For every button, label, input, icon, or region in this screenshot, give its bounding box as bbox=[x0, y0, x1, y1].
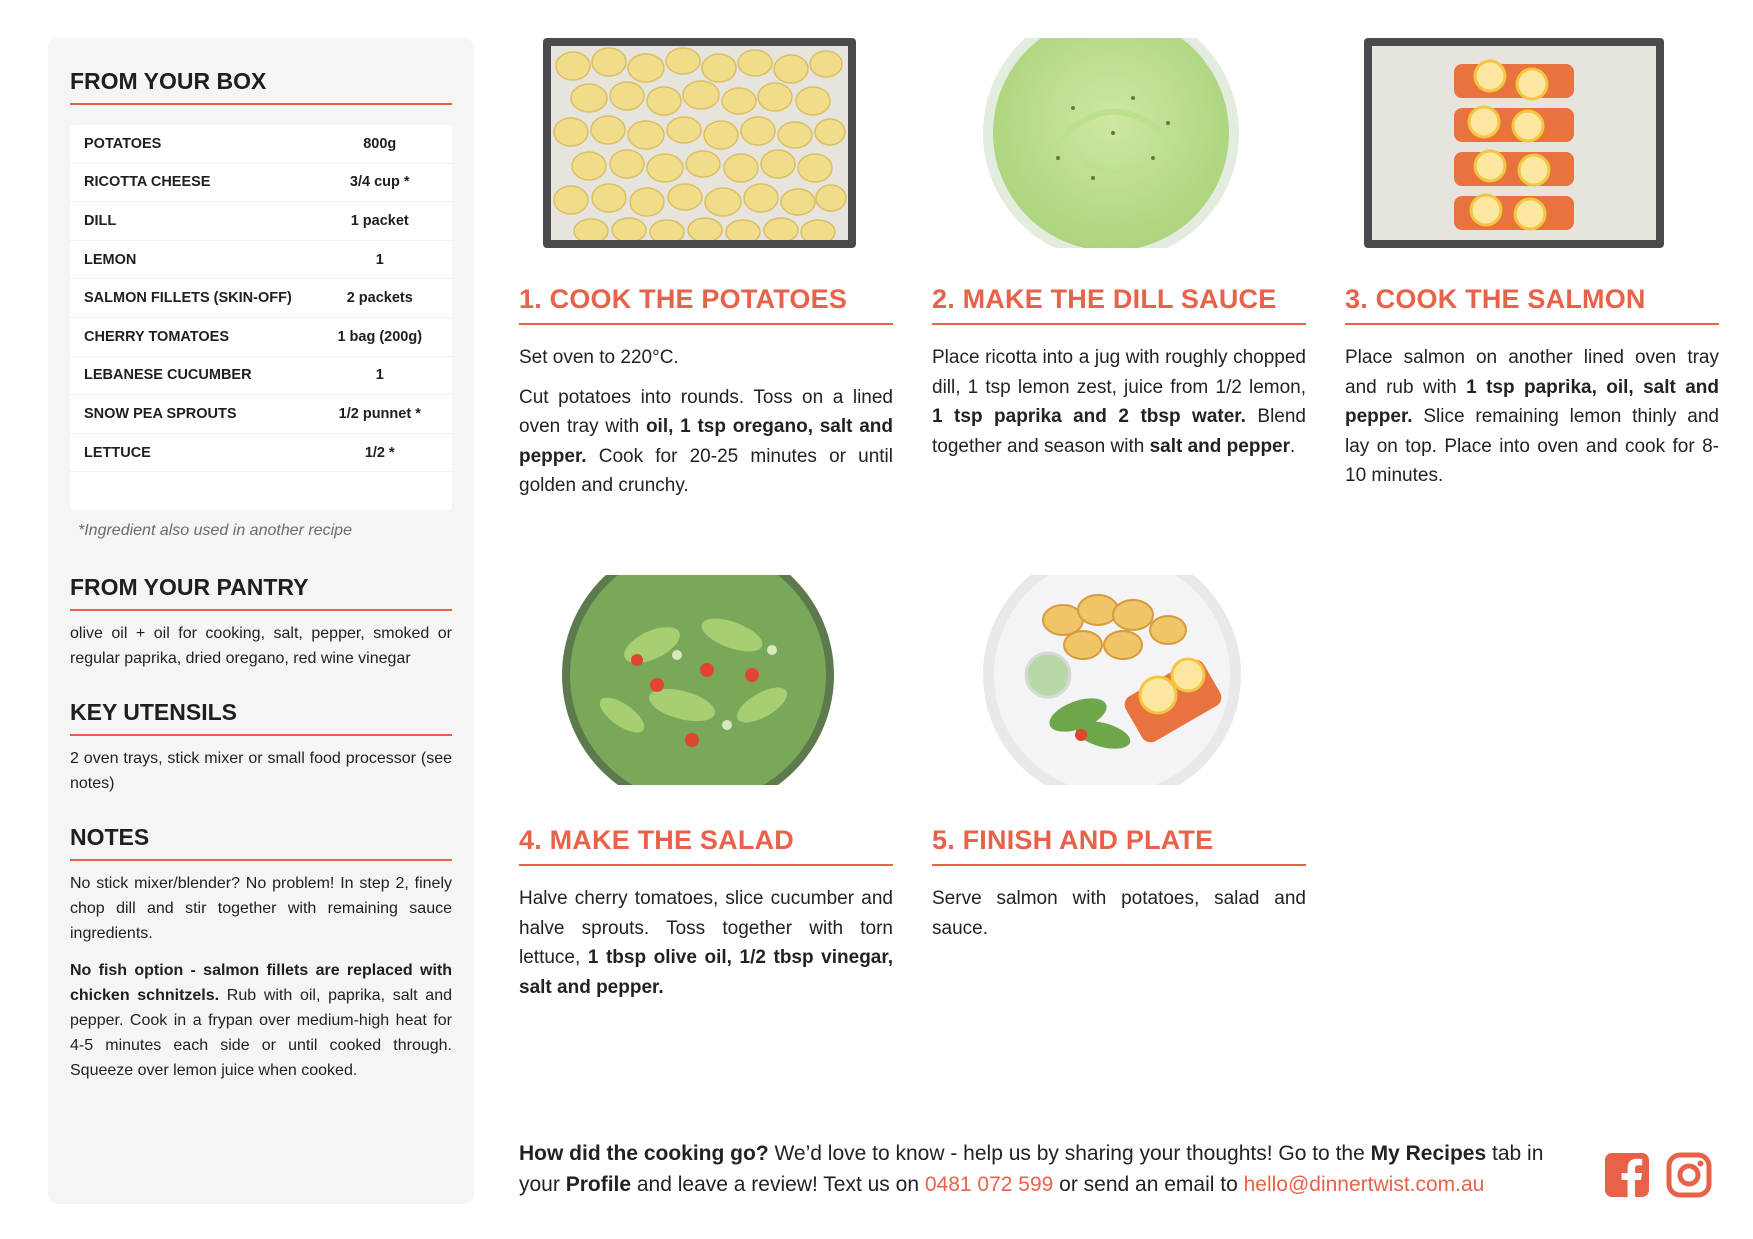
ingredient-name: POTATOES bbox=[84, 135, 162, 152]
oven-tray bbox=[1364, 38, 1664, 248]
ingredient-name: RICOTTA CHEESE bbox=[84, 174, 211, 191]
step-4-body bbox=[519, 884, 893, 1002]
potato-rounds bbox=[551, 46, 848, 240]
ingredient-row bbox=[70, 202, 452, 241]
step-1-text-2c: Cook for 20-25 minutes or until golden and crunchy. bbox=[519, 445, 893, 496]
step-3-title: 3. COOK THE SALMON bbox=[1345, 284, 1719, 325]
salad-bowl-graphic bbox=[562, 575, 834, 785]
dill-sauce-bowl-graphic bbox=[983, 38, 1239, 248]
ingredient-qty: 800g bbox=[363, 135, 397, 152]
feedback-footer bbox=[519, 1138, 1579, 1200]
step-4 bbox=[519, 825, 893, 1002]
ingredient-qty: 1/2 punnet * bbox=[338, 405, 421, 422]
ingredient-row bbox=[70, 434, 452, 473]
pantry-title: FROM YOUR PANTRY bbox=[70, 574, 452, 611]
footer-text-2: tab in your bbox=[519, 1142, 1544, 1196]
ingredient-row bbox=[70, 357, 452, 396]
plated-dish-graphic bbox=[983, 575, 1241, 785]
ingredient-qty: 1 bag (200g) bbox=[337, 328, 423, 345]
ingredient-name: DILL bbox=[84, 212, 117, 229]
step-2-text-e: . bbox=[1290, 435, 1296, 457]
ingredient-row bbox=[70, 318, 452, 357]
step-5 bbox=[932, 825, 1306, 943]
ingredients-sidebar bbox=[48, 38, 474, 1204]
step-2-text-c: Blend together and season with bbox=[932, 406, 1306, 457]
footer-question: How did the cooking go? bbox=[519, 1142, 769, 1165]
phone-number-link[interactable]: 0481 072 599 bbox=[924, 1173, 1054, 1196]
step-3-text-a: Place salmon on another lined oven tray and rub with bbox=[1345, 347, 1719, 398]
ingredient-footnote: *Ingredient also used in another recipe bbox=[78, 522, 352, 540]
ingredient-name: LETTUCE bbox=[84, 444, 151, 461]
my-recipes-label: My Recipes bbox=[1370, 1142, 1487, 1165]
step-2-text-a: Place ricotta into a jug with roughly chopped dill, 1 tsp lemon zest, juice from 1/2 lemon, bbox=[932, 347, 1306, 398]
step-1-title: 1. COOK THE POTATOES bbox=[519, 284, 893, 325]
ingredient-name: SALMON FILLETS (SKIN-OFF) bbox=[84, 290, 292, 307]
from-your-box-title: FROM YOUR BOX bbox=[70, 68, 452, 105]
step-3-text-b: 1 tsp paprika, oil, salt and pepper. bbox=[1345, 376, 1719, 427]
ingredient-qty: 1 bbox=[375, 367, 384, 384]
step-5-text: Serve salmon with potatoes, salad and sauce. bbox=[932, 888, 1306, 939]
step-1-body bbox=[519, 343, 893, 501]
pantry-text: olive oil + oil for cooking, salt, pepper, smoked or regular paprika, dried oregano, red wine vinegar bbox=[70, 625, 452, 668]
ingredient-name: CHERRY TOMATOES bbox=[84, 328, 230, 345]
salad-photo bbox=[562, 575, 834, 785]
step-4-text bbox=[519, 884, 893, 1002]
ingredients-table bbox=[70, 125, 452, 510]
potato-rounds-graphic bbox=[551, 46, 848, 240]
potatoes-photo bbox=[543, 38, 858, 248]
ingredient-qty: 1 packet bbox=[350, 212, 409, 229]
step-4-title: 4. MAKE THE SALAD bbox=[519, 825, 893, 866]
ingredient-qty: 2 packets bbox=[346, 290, 413, 307]
step-1-text-1: Set oven to 220°C. bbox=[519, 347, 679, 368]
step-2-text bbox=[932, 343, 1306, 461]
facebook-icon[interactable] bbox=[1604, 1152, 1650, 1198]
footer-text-1: We’d love to know - help us by sharing your thoughts! Go to the bbox=[768, 1142, 1371, 1165]
ingredient-row-empty bbox=[70, 472, 452, 510]
oven-tray bbox=[543, 38, 856, 248]
step-2 bbox=[932, 284, 1306, 461]
dill-sauce-photo bbox=[983, 38, 1239, 248]
step-5-body bbox=[932, 884, 1306, 943]
notes-paragraph-2 bbox=[70, 958, 452, 1083]
ingredient-qty: 3/4 cup * bbox=[349, 174, 410, 191]
ingredient-row bbox=[70, 125, 452, 164]
step-1-text-2a: Cut potatoes into rounds. Toss on a lined oven tray with bbox=[519, 386, 893, 437]
notes-bold: No fish option - salmon fillets are replaced with chicken schnitzels. bbox=[70, 962, 452, 1005]
step-3-body bbox=[1345, 343, 1719, 491]
ingredient-name: LEMON bbox=[84, 251, 137, 268]
salmon-fillets bbox=[1372, 46, 1656, 240]
step-3-text bbox=[1345, 343, 1719, 491]
step-2-title: 2. MAKE THE DILL SAUCE bbox=[932, 284, 1306, 325]
ingredient-row bbox=[70, 279, 452, 318]
step-3 bbox=[1345, 284, 1719, 491]
utensils-text: 2 oven trays, stick mixer or small food processor (see notes) bbox=[70, 750, 452, 793]
ingredient-row bbox=[70, 164, 452, 203]
footer-text-4: or send an email to bbox=[1053, 1173, 1244, 1196]
utensils-title: KEY UTENSILS bbox=[70, 699, 452, 736]
plated-dish-photo bbox=[983, 575, 1241, 785]
ingredient-row bbox=[70, 241, 452, 280]
profile-label: Profile bbox=[565, 1173, 632, 1196]
notes-paragraph-1: No stick mixer/blender? No problem! In step 2, finely chop dill and stir together with remaining sauce ingredients. bbox=[70, 875, 452, 943]
step-4-text-b: 1 tbsp olive oil, 1/2 tbsp vinegar, salt and pepper. bbox=[519, 947, 893, 998]
salmon-fillets-graphic bbox=[1372, 46, 1656, 240]
step-2-text-b: 1 tsp paprika and 2 tbsp water. bbox=[932, 406, 1246, 427]
step-2-text-d: salt and pepper bbox=[1149, 435, 1291, 457]
step-1-text-2b: oil, 1 tsp oregano, salt and pepper. bbox=[519, 416, 894, 467]
ingredient-qty: 1 bbox=[375, 251, 384, 268]
step-3-text-c: Slice remaining lemon thinly and lay on top. Place into oven and cook for 8-10 minutes. bbox=[1345, 406, 1719, 486]
ingredient-qty: 1/2 * bbox=[364, 444, 395, 461]
step-1-text-2 bbox=[519, 383, 893, 501]
ingredient-name: SNOW PEA SPROUTS bbox=[84, 405, 237, 422]
footer-text-3: and leave a review! Text us on bbox=[631, 1173, 925, 1196]
step-4-text-a: Halve cherry tomatoes, slice cucumber and halve sprouts. Toss together with torn lettuce, bbox=[519, 888, 893, 968]
email-link[interactable]: hello@dinnertwist.com.au bbox=[1243, 1173, 1485, 1196]
ingredient-name: LEBANESE CUCUMBER bbox=[84, 367, 252, 384]
step-1 bbox=[519, 284, 893, 501]
instagram-icon[interactable] bbox=[1666, 1152, 1712, 1198]
step-2-body bbox=[932, 343, 1306, 461]
salmon-tray-photo bbox=[1364, 38, 1664, 248]
step-5-title: 5. FINISH AND PLATE bbox=[932, 825, 1306, 866]
notes-rest: Rub with oil, paprika, salt and pepper. Cook in a frypan over medium-high heat for 4-5 minutes each side or until cooked through. Squeeze over lemon juice when cooked. bbox=[70, 987, 452, 1080]
ingredient-row bbox=[70, 395, 452, 434]
notes-title: NOTES bbox=[70, 824, 452, 861]
